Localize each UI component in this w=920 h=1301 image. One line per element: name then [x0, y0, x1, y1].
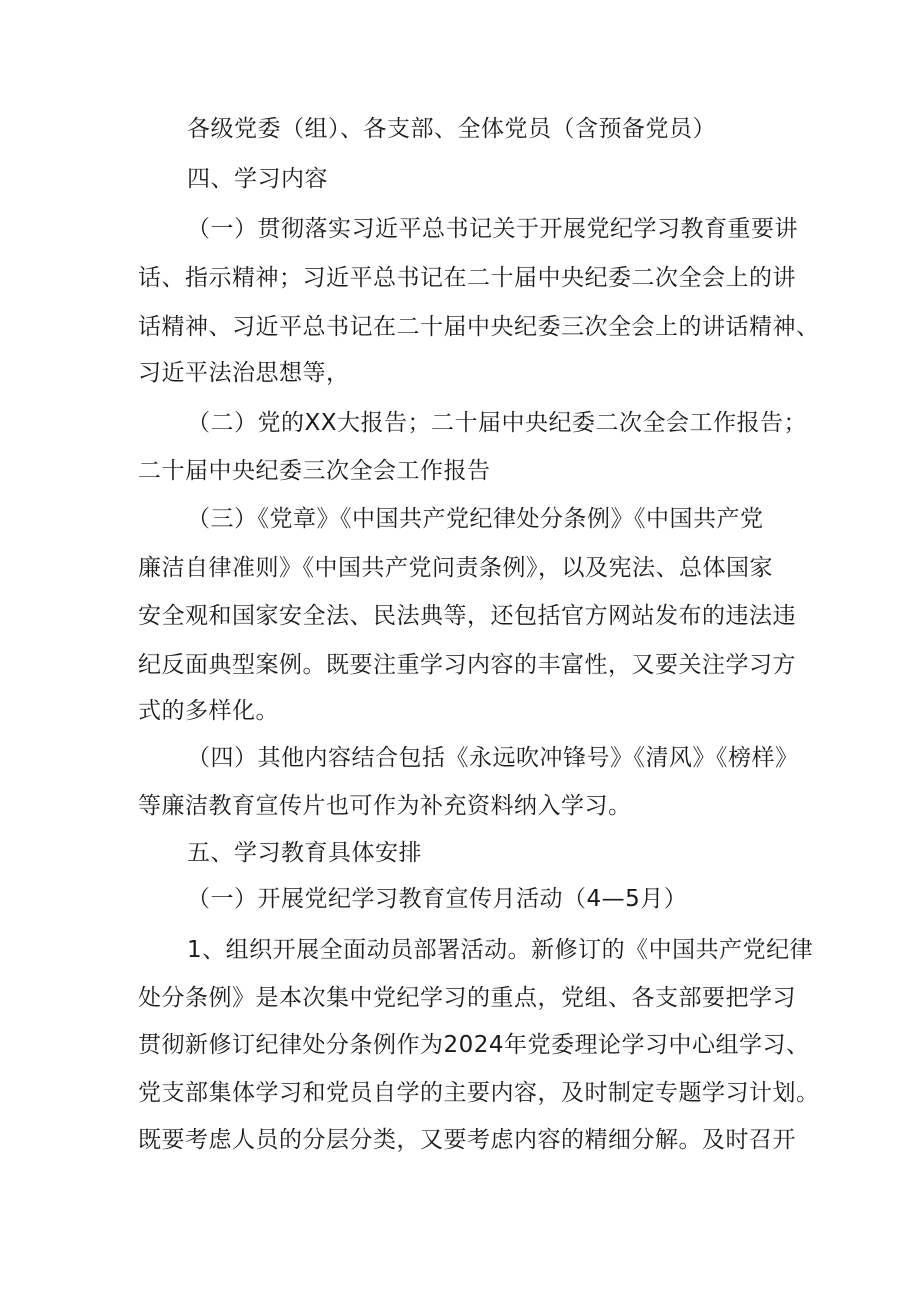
text-line-7: （二）党的XX大报告；二十届中央纪委二次全会工作报告；: [187, 410, 808, 436]
text-line-14: （四）其他内容结合包括《永远吹冲锋号》《清风》《榜样》: [187, 745, 799, 771]
text-line-19: 处分条例》是本次集中党纪学习的重点，党组、各支部要把学习: [138, 985, 796, 1011]
text-line-5: 话精神、习近平总书记在二十届中央纪委三次全会上的讲话精神、: [138, 314, 820, 340]
text-line-18: 1、组织开展全面动员部署活动。新修订的《中国共产党纪律: [187, 937, 814, 963]
text-line-22: 既要考虑人员的分层分类，又要考虑内容的精细分解。及时召开: [138, 1127, 796, 1153]
text-line-6: 习近平法治思想等，: [138, 360, 350, 386]
text-line-20: 贯彻新修订纪律处分条例作为2024年党委理论学习中心组学习、: [138, 1032, 810, 1058]
section-heading-5: 五、学习教育具体安排: [187, 840, 422, 866]
text-line-11: 安全观和国家安全法、民法典等，还包括官方网站发布的违法违: [138, 603, 796, 629]
text-line-10: 廉洁自律准则》《中国共产党问责条例》，以及宪法、总体国家: [138, 555, 773, 581]
text-line-21: 党支部集体学习和党员自学的主要内容，及时制定专题学习计划。: [138, 1080, 820, 1106]
text-line-12: 纪反面典型案例。既要注重学习内容的丰富性，又要关注学习方: [138, 652, 796, 678]
text-line-9: （三）《党章》《中国共产党纪律处分条例》《中国共产党: [187, 506, 764, 532]
text-line-8: 二十届中央纪委三次全会工作报告: [138, 458, 491, 484]
text-line-13: 式的多样化。: [138, 698, 279, 724]
text-line-1: 各级党委（组）、各支部、全体党员（含预备党员）: [187, 116, 716, 142]
text-line-15: 等廉洁教育宣传片也可作为补充资料纳入学习。: [138, 793, 632, 819]
text-line-3: （一）贯彻落实习近平总书记关于开展党纪学习教育重要讲: [187, 216, 798, 242]
section-heading-4: 四、学习内容: [187, 166, 328, 192]
text-line-17: （一）开展党纪学习教育宣传月活动（4—5月）: [187, 886, 688, 912]
text-line-4: 话、指示精神；习近平总书记在二十届中央纪委二次全会上的讲: [138, 265, 796, 291]
